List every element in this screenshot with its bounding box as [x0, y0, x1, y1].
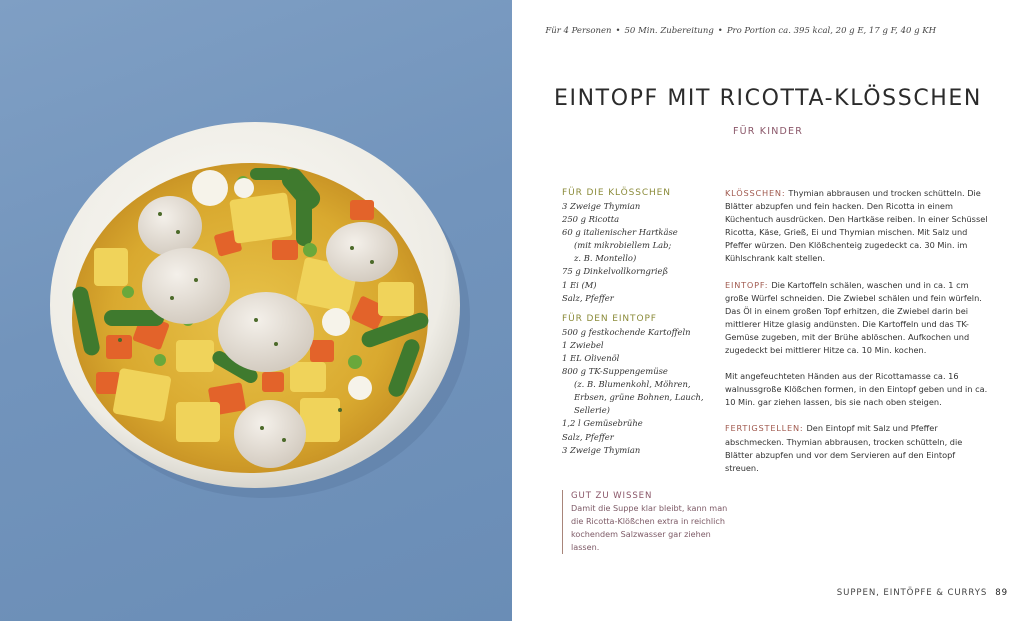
page-footer: [837, 588, 1008, 598]
step-text: Thymian abbrausen und trocken schütteln. Die Blätter abzupfen und fein hacken. Den Ricotta in einem Küchentuch ausdrücken. Den Hartkäse reiben. In einer Schüssel Ricotta, Käse, Grieß, Ei und Thymian mischen. Mit Salz und Pfeffer würzen. Den Klößchenteig zugedeckt ca. 30 Min. im Kühlschrank kalt stellen.: [725, 188, 988, 264]
step-label: EINTOPF:: [725, 279, 769, 290]
ingredient-item: 75 g Dinkelvollkorngrieß: [562, 266, 669, 277]
step-form-dumplings: [725, 370, 991, 409]
recipe-page: [512, 0, 1024, 621]
ingredient-item: (mit mikrobiellem Lab;: [574, 240, 672, 251]
step-text: Mit angefeuchteten Händen aus der Ricottamasse ca. 16 walnussgroße Klößchen formen, in den Eintopf geben und in ca. 10 Min. gar ziehen lassen, bis sie nach oben steigen.: [725, 371, 988, 408]
tip-box: [562, 490, 732, 554]
ingredient-item: Sellerie): [574, 405, 610, 416]
ingredient-item: 500 g festkochende Kartoffeln: [562, 326, 691, 337]
recipe-subtitle: FÜR KINDER: [732, 126, 804, 137]
ingredient-item: 3 Zweige Thymian: [562, 444, 641, 455]
servings-text: Für 4 Personen: [545, 26, 612, 36]
nutrition-text: Pro Portion ca. 395 kcal, 20 g E, 17 g F, 40 g KH: [726, 26, 936, 36]
step-label: KLÖSSCHEN:: [725, 188, 786, 198]
ingredient-item: 800 g TK-Suppengemüse: [562, 366, 668, 377]
step-text: Die Kartoffeln schälen, waschen und in ca. 1 cm große Würfel schneiden. Die Zwiebel schälen und fein würfeln. Das Öl in einem großen Topf erhitzen, die Zwiebel darin bei mittlerer Hitze glasig andünsten. Die Kartoffeln und das TK-Gemüse zugeben, mit der Brühe ablöschen. Aufkochen und zugedeckt bei mittlerer Hitze ca. 10 Min. kochen.: [725, 279, 982, 356]
ingredient-item: 250 g Ricotta: [562, 214, 620, 225]
ingredient-item: 1,2 l Gemüsebrühe: [562, 418, 643, 429]
ingredient-item: z. B. Montello): [574, 253, 637, 264]
recipe-title: EINTOPF MIT RICOTTA-KLÖSSCHEN: [554, 86, 982, 111]
step-stew: [725, 279, 991, 358]
step-finish: [725, 422, 991, 474]
ingredient-item: Erbsen, grüne Bohnen, Lauch,: [574, 392, 704, 403]
ingredient-item: 1 Ei (M): [562, 279, 597, 290]
step-label: FERTIGSTELLEN:: [725, 423, 804, 434]
tip-heading: GUT ZU WISSEN: [571, 491, 653, 501]
ingredient-item: 60 g italienischer Hartkäse: [562, 227, 678, 238]
ingredients-column: [562, 187, 722, 457]
prep-time-text: 50 Min. Zubereitung: [624, 26, 714, 36]
dumplings-heading: FÜR DIE KLÖSSCHEN: [562, 188, 671, 198]
ingredient-item: 1 EL Olivenöl: [562, 352, 620, 363]
ingredient-item: Salz, Pfeffer: [562, 431, 614, 442]
recipe-meta: Für 4 Personen • 50 Min. Zubereitung • Pro Portion ca. 395 kcal, 20 g E, 17 g F, 40 g KH: [545, 26, 936, 36]
instructions-column: [725, 187, 991, 488]
dumplings-ingredient-list: [562, 200, 722, 305]
tip-text: Damit die Suppe klar bleibt, kann man die Ricotta-Klößchen extra in reichlich kochendem Salzwasser gar ziehen lassen.: [571, 503, 728, 553]
ingredient-item: 3 Zweige Thymian: [562, 201, 641, 211]
section-name: SUPPEN, EINTÖPFE & CURRYS: [836, 588, 988, 598]
ingredient-item: (z. B. Blumenkohl, Möhren,: [574, 379, 691, 390]
stew-ingredient-list: [562, 326, 722, 457]
ingredient-item: Salz, Pfeffer: [562, 292, 614, 303]
step-dumplings: [725, 187, 991, 266]
page-number: 89: [995, 588, 1008, 598]
step-text: Den Eintopf mit Salz und Pfeffer abschmecken. Thymian abbrausen, trocken schütteln, die Blätter abzupfen und vor dem Servieren auf den Eintopf streuen.: [725, 423, 963, 473]
stew-heading: FÜR DEN EINTOPF: [562, 313, 657, 324]
ingredient-item: 1 Zwiebel: [562, 339, 604, 350]
